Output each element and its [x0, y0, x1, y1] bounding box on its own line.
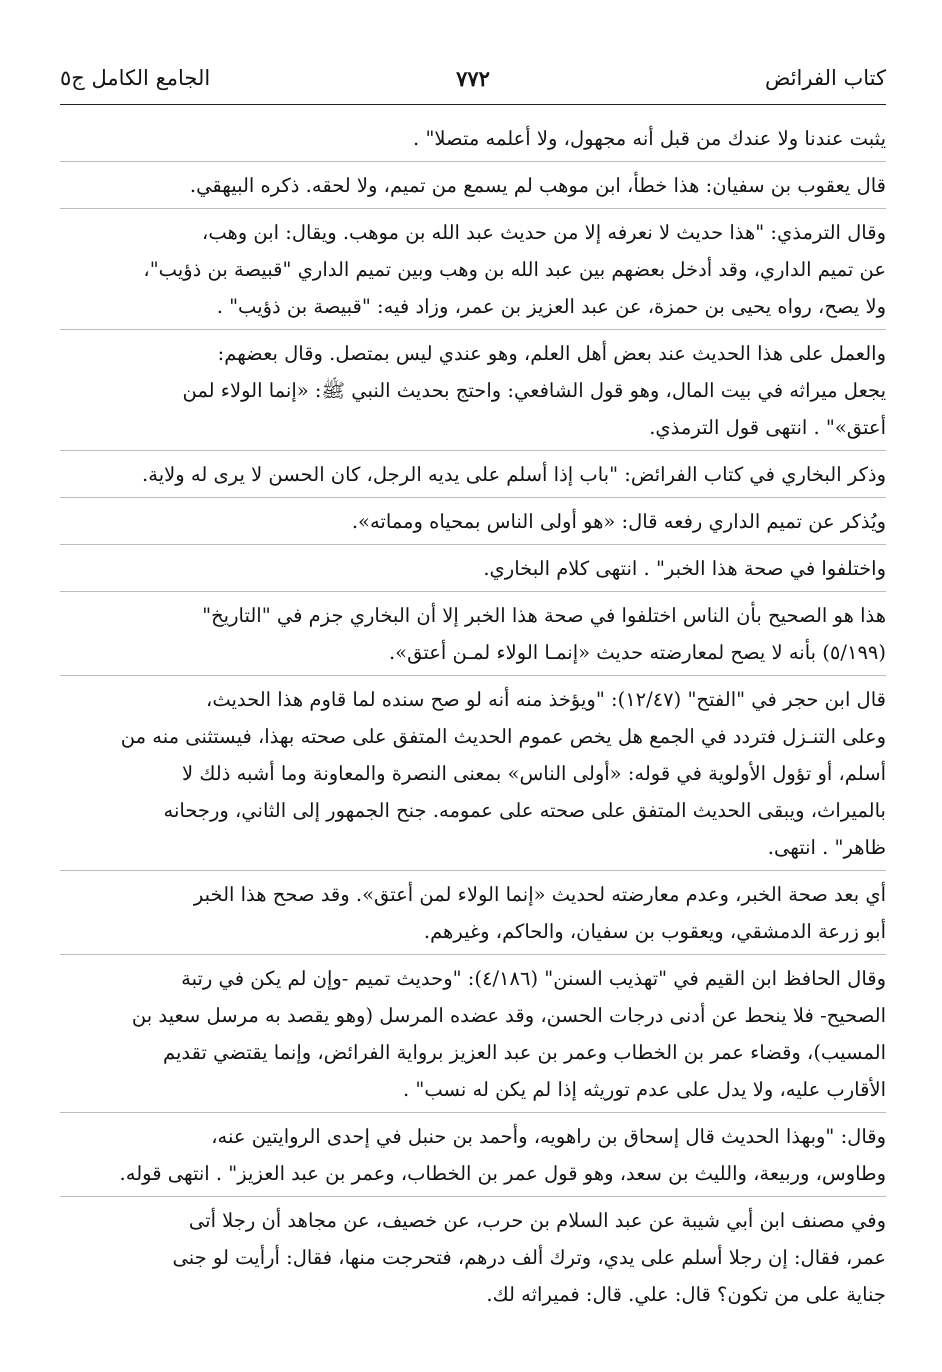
- text-line: وقال الحافظ ابن القيم في "تهذيب السنن" (٤/١٨٦): "وحديث تميم -وإن لم يكن في رتبة: [181, 967, 886, 990]
- paragraph: [60, 167, 886, 209]
- paragraph: [60, 681, 886, 871]
- text-line: وفي مصنف ابن أبي شيبة عن عبد السلام بن حرب، عن خصيف، عن مجاهد أن رجلا أتى: [188, 1209, 886, 1232]
- text-line: المسيب)، وقضاء عمر بن الخطاب وعمر بن عبد العزيز برواية الفرائض، وإنما يقتضي تقديم: [163, 1041, 886, 1064]
- text-line: قال ابن حجر في "الفتح" (١٢/٤٧): "ويؤخذ منه أنه لو صح سنده لما قاوم هذا الحديث،: [206, 688, 886, 711]
- text-line: وذكر البخاري في كتاب الفرائض: "باب إذا أسلم على يديه الرجل، كان الحسن لا يرى له ولاية.: [142, 463, 886, 486]
- paragraph: [60, 335, 886, 451]
- text-line: وقال الترمذي: "هذا حديث لا نعرفه إلا من حديث عبد الله بن موهب. ويقال: ابن وهب،: [202, 221, 886, 244]
- text-line: عمر، فقال: إن رجلا أسلم على يدي، وترك ألف درهم، فتحرجت منها، فقال: أرأيت لو جنى: [172, 1246, 886, 1269]
- text-line: قال يعقوب بن سفيان: هذا خطأ، ابن موهب لم يسمع من تميم، ولا لحقه. ذكره البيهقي.: [189, 174, 886, 197]
- text-line: وطاوس، وربيعة، والليث بن سعد، وهو قول عمر بن الخطاب، وعمر بن عبد العزيز" . انتهى قوله.: [119, 1162, 886, 1185]
- text-line: والعمل على هذا الحديث عند بعض أهل العلم، وهو عندي ليس بمتصل. وقال بعضهم:: [217, 342, 886, 365]
- text-line: وقال: "وبهذا الحديث قال إسحاق بن راهويه، وأحمد بن حنبل في إحدى الروايتين عنه،: [211, 1125, 886, 1148]
- text-line: أي بعد صحة الخبر، وعدم معارضته لحديث «إنما الولاء لمن أعتق». وقد صحح هذا الخبر: [193, 883, 886, 906]
- text-line: أبو زرعة الدمشقي، ويعقوب بن سفيان، والحاكم، وغيرهم.: [423, 920, 886, 943]
- chapter-title: كتاب الفرائض: [764, 66, 886, 90]
- text-line: يجعل ميراثه في بيت المال، وهو قول الشافعي: واحتج بحديث النبي ﷺ: «إنما الولاء لمن: [182, 379, 886, 402]
- paragraph: [60, 456, 886, 498]
- text-line: أعتق»" . انتهى قول الترمذي.: [649, 416, 886, 439]
- text-line: الصحيح- فلا ينحط عن أدنى درجات الحسن، وقد عضده المرسل (وهو يقصد به مرسل سعيد بن: [131, 1004, 886, 1027]
- text-line: أسلم، أو تؤول الأولوية في قوله: «أولى الناس» بمعنى النصرة والمعاونة وما أشبه ذلك لا: [182, 762, 886, 785]
- paragraph: [60, 550, 886, 592]
- paragraph: [60, 876, 886, 955]
- paragraph: [60, 120, 886, 162]
- text-line: هذا هو الصحيح بأن الناس اختلفوا في صحة هذا الخبر إلا أن البخاري جزم في "التاريخ": [202, 604, 886, 627]
- text-line: ولا يصح، رواه يحيى بن حمزة، عن عبد العزيز بن عمر، وزاد فيه: "قبيصة بن ذؤيب" .: [216, 295, 886, 318]
- text-line: الأقارب عليه، ولا يدل على عدم توريثه إذا لم يكن له نسب" .: [402, 1078, 886, 1101]
- paragraph: [60, 214, 886, 330]
- text-line: عن تميم الداري، وقد أدخل بعضهم بين عبد الله بن وهب وبين تميم الداري "قبيصة بن ذؤيب"،: [143, 258, 886, 281]
- text-line: جناية على من تكون؟ قال: علي. قال: فميراثه لك.: [486, 1283, 886, 1306]
- paragraph: [60, 960, 886, 1113]
- text-line: وعلى التنـزل فتردد في الجمع هل يخص عموم الحديث المتفق على صحته بهذا، فيستثنى منه من: [120, 725, 886, 748]
- text-line: (٥/١٩٩) بأنه لا يصح لمعارضته حديث «إنمـا الولاء لمـن أعتق».: [388, 641, 886, 664]
- page-number: ٧٧٢: [456, 66, 490, 91]
- text-line: واختلفوا في صحة هذا الخبر" . انتهى كلام البخاري.: [483, 557, 886, 580]
- body-text: [60, 120, 886, 1322]
- text-line: بالميراث، ويبقى الحديث المتفق على صحته على عمومه. جنح الجمهور إلى الثاني، ورجحانه: [163, 799, 886, 822]
- running-header: [60, 60, 886, 105]
- paragraph: [60, 503, 886, 545]
- paragraph: [60, 597, 886, 676]
- book-title: الجامع الكامل ج٥: [60, 66, 211, 90]
- paragraph: [60, 1202, 886, 1317]
- paragraph: [60, 1118, 886, 1197]
- text-line: يثبت عندنا ولا عندك من قبل أنه مجهول، ولا أعلمه متصلا" .: [413, 127, 886, 150]
- text-line: ظاهر" . انتهى.: [767, 836, 886, 859]
- text-line: ويُذكر عن تميم الداري رفعه قال: «هو أولى الناس بمحياه ومماته».: [351, 510, 886, 533]
